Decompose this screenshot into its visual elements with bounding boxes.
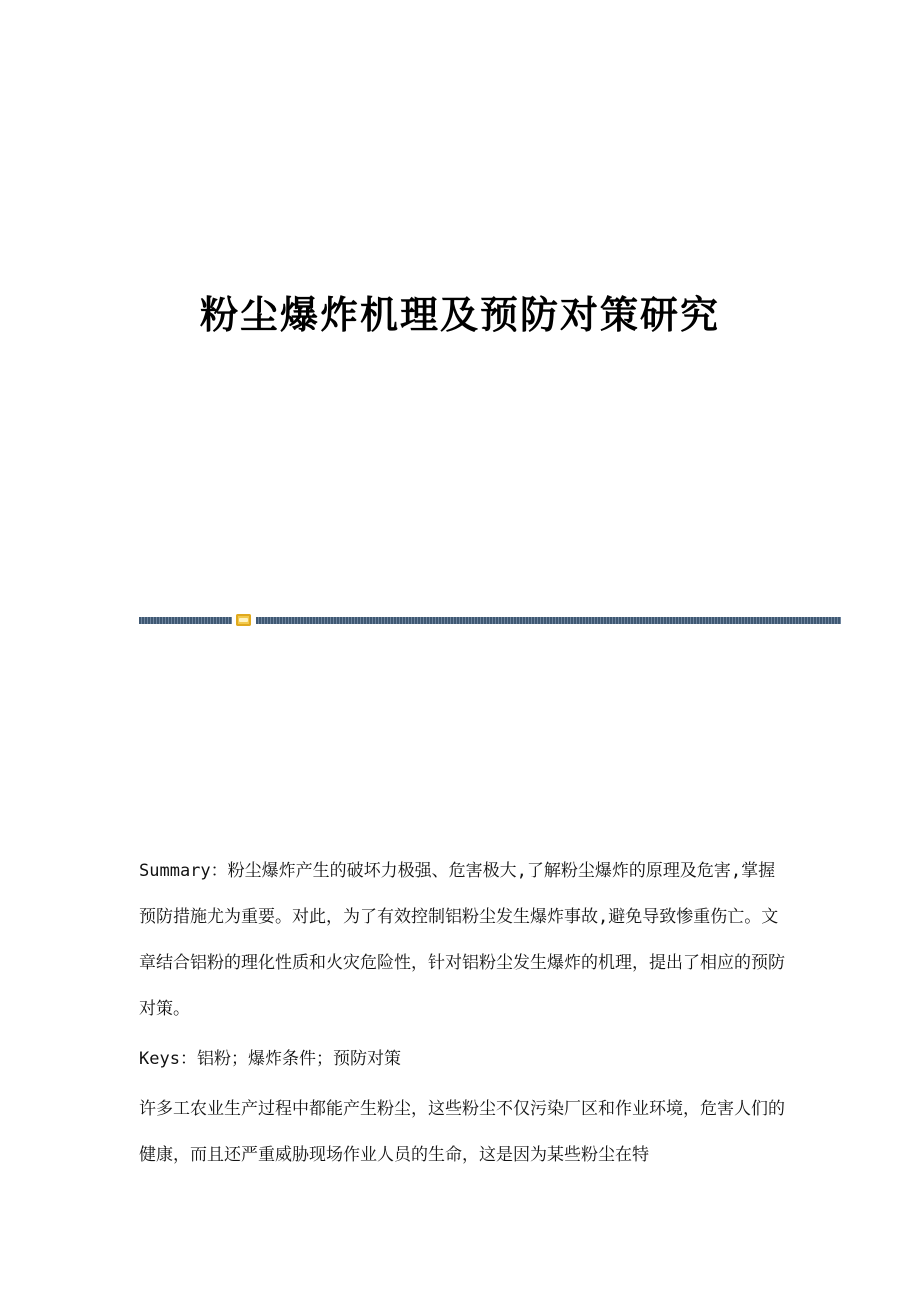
summary-label: Summary： (139, 861, 228, 881)
divider-bar-left (139, 617, 232, 624)
divider-ornament-icon (236, 614, 251, 626)
keys-paragraph (139, 1036, 789, 1082)
summary-paragraph (139, 848, 789, 1032)
divider-bar-right (256, 617, 841, 624)
keys-text: 铝粉；爆炸条件；预防对策 (196, 1049, 401, 1069)
document-title: 粉尘爆炸机理及预防对策研究 (199, 292, 720, 338)
decorative-divider (139, 614, 841, 626)
document-body (139, 848, 789, 1178)
summary-text: 粉尘爆炸产生的破坏力极强、危害极大,了解粉尘爆炸的原理及危害,掌握预防措施尤为重要。对此，为了有效控制铝粉尘发生爆炸事故,避免导致惨重伤亡。文章结合铝粉的理化性质和火灾危险性，针对铝粉尘发生爆炸的机理，提出了相应的预防对策。 (139, 861, 785, 1019)
intro-paragraph: 许多工农业生产过程中都能产生粉尘，这些粉尘不仅污染厂区和作业环境，危害人们的健康，而且还严重威胁现场作业人员的生命，这是因为某些粉尘在特 (139, 1099, 785, 1165)
keys-label: Keys： (139, 1049, 197, 1069)
